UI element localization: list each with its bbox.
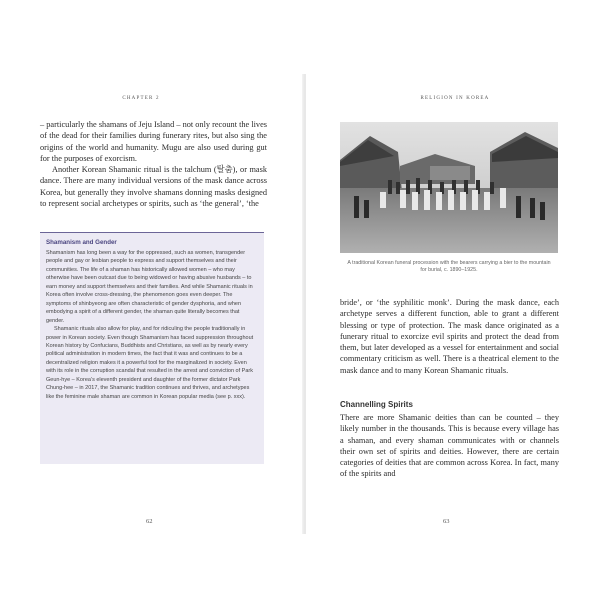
sidebar-box	[40, 232, 264, 464]
right-body-text	[340, 297, 559, 376]
paragraph: bride’, or ‘the syphilitic monk’. During the mask dance, each archetype serves a different function, able to grant a different blessing or type of protection. The mask dance originated as a funerary ritual to exorcize evil spirits and protect the dead from them, but later developed as a vessel for entertainment and social commentary criticism as well. There is a theatrical element to the mask dance and to many Korean Shamanic rituals.	[340, 298, 559, 375]
funeral-procession-photo	[340, 122, 558, 253]
section-heading: Channelling Spirits	[340, 400, 413, 409]
sidebar-paragraph: Shamanism has long been a way for the oppressed, such as women, transgender people and gay or lesbian people to express and support themselves and their communities. The life of a shaman has historically allowed women – who may otherwise have been outcast due to being widowed or having abusive husbands – to earn money and support themselves and their families. And while Shamanic rituals in Korea often involve cross-dressing, the phenomenon goes even deeper. The symptoms of shinbyeong are often characteristic of gender dysphoria, and when embodying a spirit of a different gender, the shaman quite literally becomes that gender.	[46, 250, 253, 324]
photo-caption: A traditional Korean funeral procession with the bearers carrying a bier to the mountain for burial, c. 1890–1925.	[347, 260, 551, 273]
paragraph: – particularly the shamans of Jeju Island – not only recount the lives of the dead for their families during funerary rites, but also sing the origins of the world and humanity. Mugu are also used during gut for the purposes of exorcism.	[40, 120, 267, 163]
photo-illustration	[340, 122, 558, 253]
left-body-text	[40, 119, 267, 209]
right-body-text-2	[340, 412, 559, 480]
sidebar-paragraph: Shamanic rituals also allow for play, and for ridiculing the people traditionally in power in Korean society. Even though Shamanism has faced suppression throughout Korean history by Confucians, Buddhists and Christians, as well as by nearly every political administration in modern times, the fact that it was and continues to be a decentralized religion makes it a powerful tool for the marginalized in society. Even with its role in the corruption scandal that resulted in the arrest and conviction of Park Geun-hye – Korea’s eleventh president and daughter of the former dictator Park Chung-hee – in 2017, the Shamanic tradition continues and thrives, and archetypes like the feminine male shaman are common in Korean popular media (see p. xxx).	[46, 326, 254, 400]
running-head-left: CHAPTER 2	[122, 96, 160, 101]
paragraph: There are more Shamanic deities than can be counted – they likely number in the thousands. This is because every village has a shaman, and every shaman communicates with or channels their own set of spirits and deities. However, there are certain categories of deities that are common across Korea. In fact, many of the spirits and	[340, 413, 559, 479]
page-number-left: 62	[146, 518, 153, 525]
sidebar-title: Shamanism and Gender	[46, 239, 117, 246]
page-number-right: 63	[443, 518, 450, 525]
sidebar-body	[46, 249, 258, 401]
paragraph: Another Korean Shamanic ritual is the talchum (탈춤), or mask dance. There are many individual versions of the mask dance across Korea, but generally they involve shamans donning masks designed to represent social archetypes or spirits, such as ‘the general’, ‘the	[40, 165, 267, 209]
running-head-right: RELIGION IN KOREA	[420, 96, 490, 101]
